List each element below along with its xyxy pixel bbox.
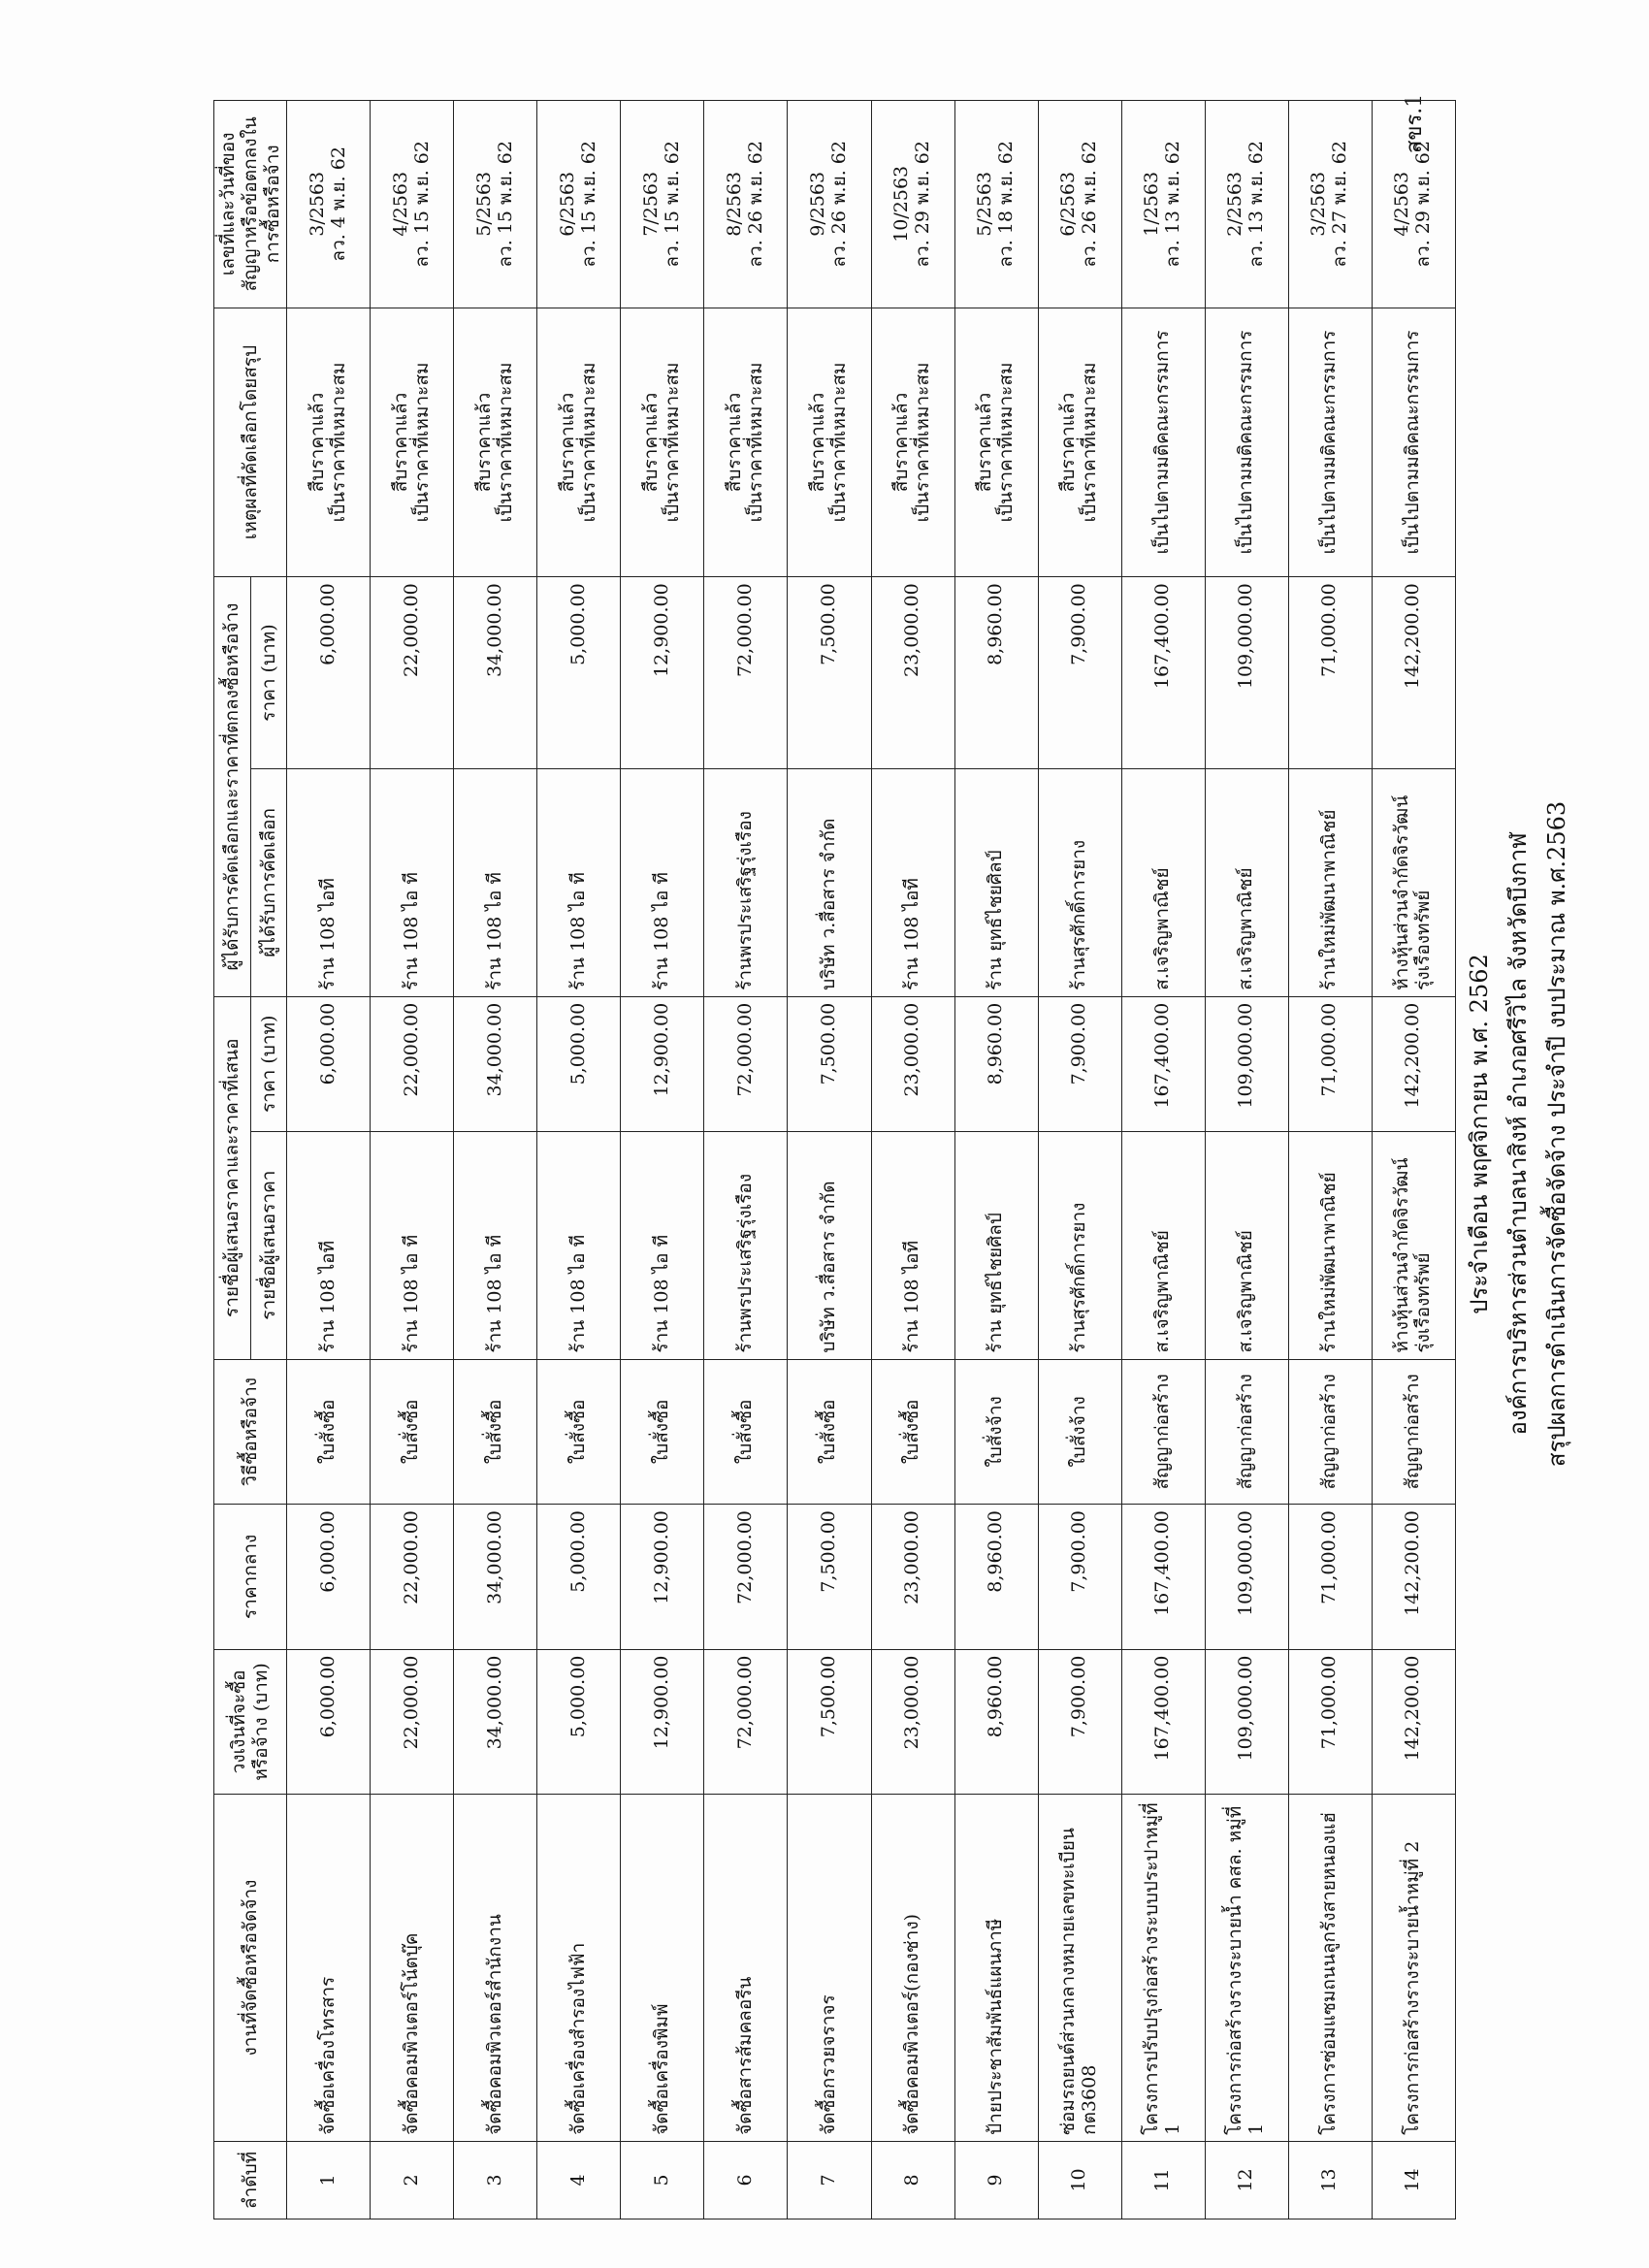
row-winner: ร้าน 108 ไอที <box>287 768 371 996</box>
row-reason <box>1121 308 1205 577</box>
row-reason <box>287 308 371 577</box>
row-contract <box>788 101 871 308</box>
row-median: 6,000.00 <box>287 1505 371 1650</box>
row-winner: ร้านใหม่พัฒนาพาณิชย์ <box>1288 768 1372 996</box>
col-no: ลำดับที่ <box>214 2141 287 2219</box>
row-win-price: 5,000.00 <box>537 577 621 769</box>
row-reason-line: สืบราคาแล้ว <box>974 392 996 493</box>
row-bidder: ร้าน ยุทธ์ไชยศิลป์ <box>954 1131 1038 1359</box>
row-bidder: ส.เจริญพาณิชย์ <box>1121 1131 1205 1359</box>
row-win-price: 72,000.00 <box>704 577 788 769</box>
row-win-price: 34,000.00 <box>454 577 537 769</box>
row-contract-line: ลว. 26 พ.ย. 62 <box>827 141 850 268</box>
col-contract: เลขที่และวันที่ของสัญญาหรือข้อตกลงในการซื้อหรือจ้าง <box>214 101 287 308</box>
row-winner: ส.เจริญพาณิชย์ <box>1121 768 1205 996</box>
table-row <box>954 101 1038 2219</box>
row-bidder: ร้าน 108 ไอ ที <box>621 1131 704 1359</box>
col-reason: เหตุผลที่คัดเลือกโดยสรุป <box>214 308 287 577</box>
row-reason-line: เป็นราคาที่เหมาะสม <box>327 362 349 523</box>
row-reason <box>1372 308 1455 577</box>
row-reason-line: เป็นราคาที่เหมาะสม <box>1079 362 1101 523</box>
row-item: โครงการก่อสร้างรางระบายน้ำ คสล. หมู่ที่ 1 <box>1205 1795 1288 2142</box>
row-method: ใบสั่งซื้อ <box>871 1359 954 1505</box>
row-contract-line: 6/2563 <box>1057 171 1080 237</box>
row-reason-line: เป็นราคาที่เหมาะสม <box>577 362 599 523</box>
table-row <box>788 101 871 2219</box>
row-contract-line: 7/2563 <box>640 171 663 237</box>
row-contract-line: ลว. 4 พ.ย. 62 <box>327 146 349 262</box>
row-median: 142,200.00 <box>1372 1505 1455 1650</box>
row-contract-line: ลว. 18 พ.ย. 62 <box>995 141 1018 268</box>
row-budget: 8,960.00 <box>954 1649 1038 1795</box>
row-contract-line: ลว. 26 พ.ย. 62 <box>744 141 766 268</box>
row-win-price: 22,000.00 <box>371 577 454 769</box>
row-bid-price: 5,000.00 <box>537 996 621 1131</box>
row-median: 12,900.00 <box>621 1505 704 1650</box>
row-bid-price: 7,900.00 <box>1038 996 1121 1131</box>
row-reason-line: สืบราคาแล้ว <box>807 392 829 493</box>
row-method: สัญญาก่อสร้าง <box>1372 1359 1455 1505</box>
row-win-price: 109,000.00 <box>1205 577 1288 769</box>
row-method: ใบสั่งซื้อ <box>788 1359 871 1505</box>
row-budget: 167,400.00 <box>1121 1649 1205 1795</box>
row-item: จัดซื้อกรวยจราจร <box>788 1795 871 2142</box>
row-bid-price: 109,000.00 <box>1205 996 1288 1131</box>
table-row <box>1288 101 1372 2219</box>
row-method: ใบสั่งซื้อ <box>704 1359 788 1505</box>
row-contract-line: 10/2563 <box>890 165 913 243</box>
row-contract <box>871 101 954 308</box>
row-budget: 142,200.00 <box>1372 1649 1455 1795</box>
row-win-price: 142,200.00 <box>1372 577 1455 769</box>
row-winner: ห้างหุ้นส่วนจำกัดจิรวัฒน์รุ่งเรืองทรัพย์ <box>1372 768 1455 996</box>
row-winner: บริษัท ว.สื่อสาร จำกัด <box>788 768 871 996</box>
row-reason <box>621 308 704 577</box>
row-winner: ส.เจริญพาณิชย์ <box>1205 768 1288 996</box>
row-contract-line: 3/2563 <box>1308 171 1330 237</box>
row-reason-line: เป็นไปตามมติคณะกรรมการ <box>1151 330 1174 555</box>
row-item: จัดซื้อเครื่องโทรสาร <box>287 1795 371 2142</box>
row-winner: ร้าน ยุทธ์ไชยศิลป์ <box>954 768 1038 996</box>
row-no: 3 <box>454 2141 537 2219</box>
row-win-price: 7,900.00 <box>1038 577 1121 769</box>
row-reason <box>788 308 871 577</box>
row-contract <box>1288 101 1372 308</box>
row-no: 11 <box>1121 2141 1205 2219</box>
row-contract-line: 9/2563 <box>807 171 829 237</box>
row-median: 7,500.00 <box>788 1505 871 1650</box>
col-bidders-group: รายชื่อผู้เสนอราคาและราคาที่เสนอ <box>214 996 251 1359</box>
row-item: โครงการปรับปรุงก่อสร้างระบบประปาหมู่ที่ 1 <box>1121 1795 1205 2142</box>
row-no: 14 <box>1372 2141 1455 2219</box>
row-bid-price: 142,200.00 <box>1372 996 1455 1131</box>
row-reason <box>1288 308 1372 577</box>
row-no: 6 <box>704 2141 788 2219</box>
row-no: 8 <box>871 2141 954 2219</box>
table-row <box>1038 101 1121 2219</box>
row-win-price: 12,900.00 <box>621 577 704 769</box>
row-bid-price: 72,000.00 <box>704 996 788 1131</box>
row-contract-line: ลว. 15 พ.ย. 62 <box>661 141 683 268</box>
row-bidder: ร้านใหม่พัฒนาพาณิชย์ <box>1288 1131 1372 1359</box>
header-row-1 <box>214 101 251 2219</box>
table-row <box>1205 101 1288 2219</box>
procurement-table <box>213 100 1456 2219</box>
row-budget: 7,900.00 <box>1038 1649 1121 1795</box>
row-median: 167,400.00 <box>1121 1505 1205 1650</box>
row-bid-price: 6,000.00 <box>287 996 371 1131</box>
row-win-price: 8,960.00 <box>954 577 1038 769</box>
row-winner: ร้านพรประเสริฐรุ่งเรือง <box>704 768 788 996</box>
row-contract-line: ลว. 29 พ.ย. 62 <box>1412 141 1435 268</box>
row-contract-line: 5/2563 <box>473 171 496 237</box>
row-contract-line: ลว. 15 พ.ย. 62 <box>577 141 599 268</box>
title-line-3: ประจำเดือน พฤศจิกายน พ.ศ. 2562 <box>1466 954 1493 1314</box>
row-budget: 71,000.00 <box>1288 1649 1372 1795</box>
row-reason-line: เป็นราคาที่เหมาะสม <box>995 362 1018 523</box>
row-method: ใบสั่งซื้อ <box>621 1359 704 1505</box>
row-item: ป้ายประชาสัมพันธ์แผนภาษี <box>954 1795 1038 2142</box>
row-reason <box>371 308 454 577</box>
row-reason-line: สืบราคาแล้ว <box>724 392 746 493</box>
row-bid-price: 71,000.00 <box>1288 996 1372 1131</box>
row-median: 34,000.00 <box>454 1505 537 1650</box>
row-contract-line: 4/2563 <box>1391 171 1413 237</box>
row-budget: 5,000.00 <box>537 1649 621 1795</box>
row-median: 72,000.00 <box>704 1505 788 1650</box>
row-budget: 12,900.00 <box>621 1649 704 1795</box>
row-winner: ร้านสุรศักดิ์การยาง <box>1038 768 1121 996</box>
row-method: ใบสั่งซื้อ <box>287 1359 371 1505</box>
col-bidder-name: รายชื่อผู้เสนอราคา <box>250 1131 287 1359</box>
row-bidder: ร้าน 108 ไอที <box>871 1131 954 1359</box>
row-reason-line: สืบราคาแล้ว <box>1057 392 1080 493</box>
row-item: ซ่อมรถยนต์ส่วนกลางหมายเลขทะเบียน กต3608 <box>1038 1795 1121 2142</box>
row-winner: ร้าน 108 ไอที <box>871 768 954 996</box>
row-contract-line: ลว. 13 พ.ย. 62 <box>1162 141 1184 268</box>
row-no: 4 <box>537 2141 621 2219</box>
col-method: วิธีซื้อหรือจ้าง <box>214 1359 287 1505</box>
row-contract-line: 2/2563 <box>1224 171 1246 237</box>
row-median: 7,900.00 <box>1038 1505 1121 1650</box>
row-no: 13 <box>1288 2141 1372 2219</box>
row-contract-line: 6/2563 <box>557 171 579 237</box>
row-item: จัดซื้อคอมพิวเตอร์สำนักงาน <box>454 1795 537 2142</box>
row-bid-price: 34,000.00 <box>454 996 537 1131</box>
row-reason-line: สืบราคาแล้ว <box>890 392 913 493</box>
row-bidder: ร้าน 108 ไอ ที <box>537 1131 621 1359</box>
row-win-price: 7,500.00 <box>788 577 871 769</box>
row-median: 22,000.00 <box>371 1505 454 1650</box>
row-contract <box>454 101 537 308</box>
row-item: จัดซื้อเครื่องพิมพ์ <box>621 1795 704 2142</box>
row-bidder: ร้านสุรศักดิ์การยาง <box>1038 1131 1121 1359</box>
table-head <box>214 101 287 2219</box>
row-contract <box>1038 101 1121 308</box>
row-method: ใบสั่งจ้าง <box>1038 1359 1121 1505</box>
table-row <box>871 101 954 2219</box>
table-row <box>454 101 537 2219</box>
row-winner: ร้าน 108 ไอ ที <box>537 768 621 996</box>
table-row <box>537 101 621 2219</box>
row-reason-line: สืบราคาแล้ว <box>390 392 412 493</box>
row-contract <box>1205 101 1288 308</box>
title-line-2: องค์การบริหารส่วนตำบลนาสิงห์ อำเภอศรีวิไล จังหวัดบึงกาฬ <box>1504 832 1532 1436</box>
row-bid-price: 167,400.00 <box>1121 996 1205 1131</box>
row-bidder: ร้าน 108 ไอ ที <box>371 1131 454 1359</box>
col-median: ราคากลาง <box>214 1505 287 1650</box>
row-contract-line: ลว. 29 พ.ย. 62 <box>912 141 933 268</box>
table-row <box>287 101 371 2219</box>
row-reason <box>1205 308 1288 577</box>
table-row <box>1121 101 1205 2219</box>
row-bidder: บริษัท ว.สื่อสาร จำกัด <box>788 1131 871 1359</box>
row-win-price: 167,400.00 <box>1121 577 1205 769</box>
row-reason-line: เป็นไปตามมติคณะกรรมการ <box>1318 330 1341 555</box>
row-contract-line: 8/2563 <box>724 171 746 237</box>
row-contract-line: 4/2563 <box>390 171 412 237</box>
row-contract-line: ลว. 15 พ.ย. 62 <box>410 141 433 268</box>
row-item: โครงการก่อสร้างรางระบายน้ำหมู่ที่ 2 <box>1372 1795 1455 2142</box>
row-win-price: 71,000.00 <box>1288 577 1372 769</box>
row-contract-line: ลว. 26 พ.ย. 62 <box>1079 141 1101 268</box>
row-reason <box>871 308 954 577</box>
col-winner-name: ผู้ได้รับการคัดเลือก <box>250 768 287 996</box>
row-winner: ร้าน 108 ไอ ที <box>621 768 704 996</box>
col-winner-group: ผู้ได้รับการคัดเลือกและราคาที่ตกลงซื้อหรือจ้าง <box>214 577 251 997</box>
row-method: ใบสั่งซื้อ <box>454 1359 537 1505</box>
row-method: ใบสั่งจ้าง <box>954 1359 1038 1505</box>
row-bid-price: 8,960.00 <box>954 996 1038 1131</box>
row-bid-price: 12,900.00 <box>621 996 704 1131</box>
row-reason-line: เป็นราคาที่เหมาะสม <box>827 362 850 523</box>
row-reason-line: เป็นราคาที่เหมาะสม <box>410 362 433 523</box>
table-row <box>1372 101 1455 2219</box>
row-no: 9 <box>954 2141 1038 2219</box>
row-bidder: ห้างหุ้นส่วนจำกัดจิรวัฒน์รุ่งเรืองทรัพย์ <box>1372 1131 1455 1359</box>
row-reason-line: เป็นราคาที่เหมาะสม <box>661 362 683 523</box>
row-item: โครงการซ่อมแซมถนนลูกรังสายหนองแฮ่ <box>1288 1795 1372 2142</box>
row-bid-price: 23,000.00 <box>871 996 954 1131</box>
row-contract-line: ลว. 27 พ.ย. 62 <box>1329 141 1351 268</box>
row-reason <box>704 308 788 577</box>
table-body <box>287 101 1455 2219</box>
row-reason <box>454 308 537 577</box>
row-item: จัดซื้อคอมพิวเตอร์(กองช่าง) <box>871 1795 954 2142</box>
row-reason <box>1038 308 1121 577</box>
row-item: จัดซื้อคอมพิวเตอร์โน้ตบุ๊ค <box>371 1795 454 2142</box>
row-item: จัดซื้อสารส้มคลอรีน <box>704 1795 788 2142</box>
row-median: 71,000.00 <box>1288 1505 1372 1650</box>
row-contract-line: 3/2563 <box>307 171 329 237</box>
row-contract <box>1121 101 1205 308</box>
row-contract-line: 1/2563 <box>1141 171 1163 237</box>
row-winner: ร้าน 108 ไอ ที <box>371 768 454 996</box>
row-bid-price: 22,000.00 <box>371 996 454 1131</box>
row-budget: 7,500.00 <box>788 1649 871 1795</box>
row-contract-line: ลว. 15 พ.ย. 62 <box>494 141 516 268</box>
row-contract <box>954 101 1038 308</box>
table-row <box>621 101 704 2219</box>
col-bidder-price: ราคา (บาท) <box>250 996 287 1131</box>
table-row <box>371 101 454 2219</box>
row-item: จัดซื้อเครื่องสำรองไฟฟ้า <box>537 1795 621 2142</box>
row-no: 2 <box>371 2141 454 2219</box>
row-reason-line: สืบราคาแล้ว <box>307 392 329 493</box>
col-winner-price: ราคา (บาท) <box>250 577 287 769</box>
row-median: 23,000.00 <box>871 1505 954 1650</box>
row-reason-line: เป็นราคาที่เหมาะสม <box>912 362 933 523</box>
row-winner: ร้าน 108 ไอ ที <box>454 768 537 996</box>
row-budget: 72,000.00 <box>704 1649 788 1795</box>
row-win-price: 23,000.00 <box>871 577 954 769</box>
row-contract <box>621 101 704 308</box>
row-reason <box>954 308 1038 577</box>
row-median: 8,960.00 <box>954 1505 1038 1650</box>
row-budget: 109,000.00 <box>1205 1649 1288 1795</box>
row-reason-line: เป็นไปตามมติคณะกรรมการ <box>1235 330 1257 555</box>
row-bid-price: 7,500.00 <box>788 996 871 1131</box>
row-median: 5,000.00 <box>537 1505 621 1650</box>
row-median: 109,000.00 <box>1205 1505 1288 1650</box>
row-contract <box>371 101 454 308</box>
row-contract <box>287 101 371 308</box>
row-reason-line: เป็นไปตามมติคณะกรรมการ <box>1402 330 1424 555</box>
row-no: 7 <box>788 2141 871 2219</box>
row-bidder: ร้าน 108 ไอ ที <box>454 1131 537 1359</box>
row-contract <box>537 101 621 308</box>
col-budget: วงเงินที่จะซื้อหรือจ้าง (บาท) <box>214 1649 287 1795</box>
row-reason-line: เป็นราคาที่เหมาะสม <box>744 362 766 523</box>
row-contract-line: ลว. 13 พ.ย. 62 <box>1245 141 1268 268</box>
row-contract-line: 5/2563 <box>974 171 996 237</box>
form-code: สขร.1 <box>1403 93 1427 153</box>
row-budget: 34,000.00 <box>454 1649 537 1795</box>
row-method: สัญญาก่อสร้าง <box>1288 1359 1372 1505</box>
row-bidder: ส.เจริญพาณิชย์ <box>1205 1131 1288 1359</box>
col-item: งานที่จัดซื้อหรือจัดจ้าง <box>214 1795 287 2142</box>
row-contract <box>1372 101 1455 308</box>
row-no: 1 <box>287 2141 371 2219</box>
row-budget: 22,000.00 <box>371 1649 454 1795</box>
row-win-price: 6,000.00 <box>287 577 371 769</box>
row-method: สัญญาก่อสร้าง <box>1205 1359 1288 1505</box>
row-method: ใบสั่งซื้อ <box>537 1359 621 1505</box>
table-row <box>704 101 788 2219</box>
row-reason-line: สืบราคาแล้ว <box>640 392 663 493</box>
title-line-1: สรุปผลการดำเนินการจัดซื้อจัดจ้าง ประจำปี งบประมาณ พ.ศ.2563 <box>1543 800 1570 1468</box>
row-reason-line: สืบราคาแล้ว <box>473 392 496 493</box>
row-bidder: ร้านพรประเสริฐรุ่งเรือง <box>704 1131 788 1359</box>
row-budget: 23,000.00 <box>871 1649 954 1795</box>
row-method: ใบสั่งซื้อ <box>371 1359 454 1505</box>
row-reason-line: เป็นราคาที่เหมาะสม <box>494 362 516 523</box>
row-no: 10 <box>1038 2141 1121 2219</box>
row-no: 12 <box>1205 2141 1288 2219</box>
row-budget: 6,000.00 <box>287 1649 371 1795</box>
row-reason-line: สืบราคาแล้ว <box>557 392 579 493</box>
row-bidder: ร้าน 108 ไอที <box>287 1131 371 1359</box>
row-method: สัญญาก่อสร้าง <box>1121 1359 1205 1505</box>
row-contract <box>704 101 788 308</box>
row-no: 5 <box>621 2141 704 2219</box>
row-reason <box>537 308 621 577</box>
